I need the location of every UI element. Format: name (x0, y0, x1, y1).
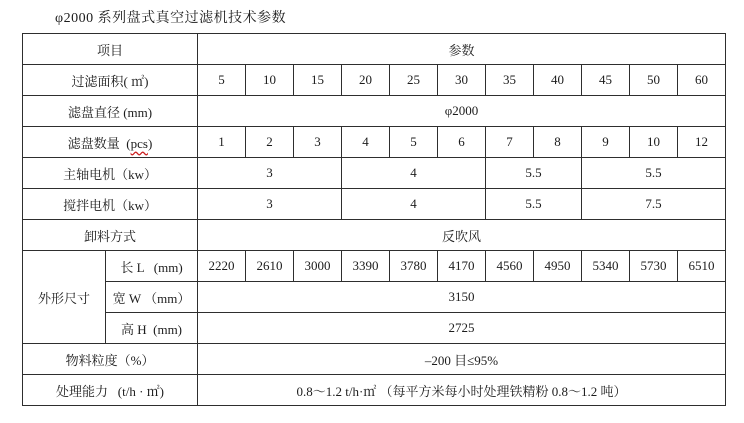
value-cell: 3 (294, 127, 342, 158)
value-cell: 5 (390, 127, 438, 158)
dim-width-label: 宽 W （mm） (106, 282, 198, 313)
value-cell: 4 (342, 127, 390, 158)
agitator-motor-label: 搅拌电机（kw） (23, 189, 198, 220)
value-cell: 4560 (486, 251, 534, 282)
value-cell: 4 (342, 189, 486, 220)
value-cell: 8 (534, 127, 582, 158)
value-cell: 45 (582, 65, 630, 96)
table-row-disc-count (23, 127, 726, 158)
capacity-label: 处理能力 (t/h · ㎡) (23, 375, 198, 406)
dim-height-label: 高 H (mm) (106, 313, 198, 344)
value-cell: 15 (294, 65, 342, 96)
table-row-discharge (23, 220, 726, 251)
value-cell: 20 (342, 65, 390, 96)
filter-area-label: 过滤面积( ㎡) (23, 65, 198, 96)
disc-diameter-value: φ2000 (198, 96, 726, 127)
table-row-main-motor (23, 158, 726, 189)
value-cell: 3000 (294, 251, 342, 282)
table-row-agitator-motor (23, 189, 726, 220)
value-cell: 4170 (438, 251, 486, 282)
value-cell: 2220 (198, 251, 246, 282)
table-row-dim-width (23, 282, 726, 313)
value-cell: 5.5 (486, 158, 582, 189)
page-title: φ2000 系列盘式真空过滤机技术参数 (55, 11, 287, 26)
disc-count-label-text: 滤盘数量 (67, 135, 120, 151)
header-param-cell: 参数 (198, 34, 726, 65)
value-cell: 10 (630, 127, 678, 158)
main-motor-label: 主轴电机（kw） (23, 158, 198, 189)
value-cell: 60 (678, 65, 726, 96)
dimensions-label: 外形尺寸 (23, 251, 106, 344)
value-cell: 35 (486, 65, 534, 96)
value-cell: 6 (438, 127, 486, 158)
disc-diameter-label: 滤盘直径 (mm) (23, 96, 198, 127)
discharge-value: 反吹风 (198, 220, 726, 251)
table-row-particle-size (23, 344, 726, 375)
table-row-capacity (23, 375, 726, 406)
dim-height-value: 2725 (198, 313, 726, 344)
particle-size-value: –200 目≤95% (198, 344, 726, 375)
value-cell: 3 (198, 158, 342, 189)
disc-count-label (23, 127, 198, 158)
value-cell: 7.5 (582, 189, 726, 220)
value-cell: 50 (630, 65, 678, 96)
unit-paren-close: ) (147, 135, 153, 151)
value-cell: 2610 (246, 251, 294, 282)
value-cell: 2 (246, 127, 294, 158)
table-row-dim-length (23, 251, 726, 282)
dim-length-label: 长 L (mm) (106, 251, 198, 282)
pcs-unit: pcs (130, 135, 148, 151)
spec-table (22, 33, 726, 406)
value-cell: 5 (198, 65, 246, 96)
value-cell: 5.5 (582, 158, 726, 189)
value-cell: 3390 (342, 251, 390, 282)
table-row-dim-height (23, 313, 726, 344)
value-cell: 9 (582, 127, 630, 158)
unit-paren-open: ( (119, 135, 131, 151)
capacity-value: 0.8～1.2 t/h·㎡ （每平方米每小时处理铁精粉 0.8～1.2 吨） (198, 375, 726, 406)
value-cell: 4950 (534, 251, 582, 282)
value-cell: 6510 (678, 251, 726, 282)
value-cell: 1 (198, 127, 246, 158)
value-cell: 30 (438, 65, 486, 96)
value-cell: 7 (486, 127, 534, 158)
value-cell: 4 (342, 158, 486, 189)
value-cell: 12 (678, 127, 726, 158)
table-row-filter-area (23, 65, 726, 96)
dim-width-value: 3150 (198, 282, 726, 313)
value-cell: 5340 (582, 251, 630, 282)
table-row-header (23, 34, 726, 65)
header-item-cell: 项目 (23, 34, 198, 65)
value-cell: 3 (198, 189, 342, 220)
value-cell: 25 (390, 65, 438, 96)
value-cell: 5730 (630, 251, 678, 282)
table-row-disc-diameter (23, 96, 726, 127)
value-cell: 40 (534, 65, 582, 96)
value-cell: 3780 (390, 251, 438, 282)
discharge-label: 卸料方式 (23, 220, 198, 251)
value-cell: 10 (246, 65, 294, 96)
particle-size-label: 物料粒度（%） (23, 344, 198, 375)
value-cell: 5.5 (486, 189, 582, 220)
